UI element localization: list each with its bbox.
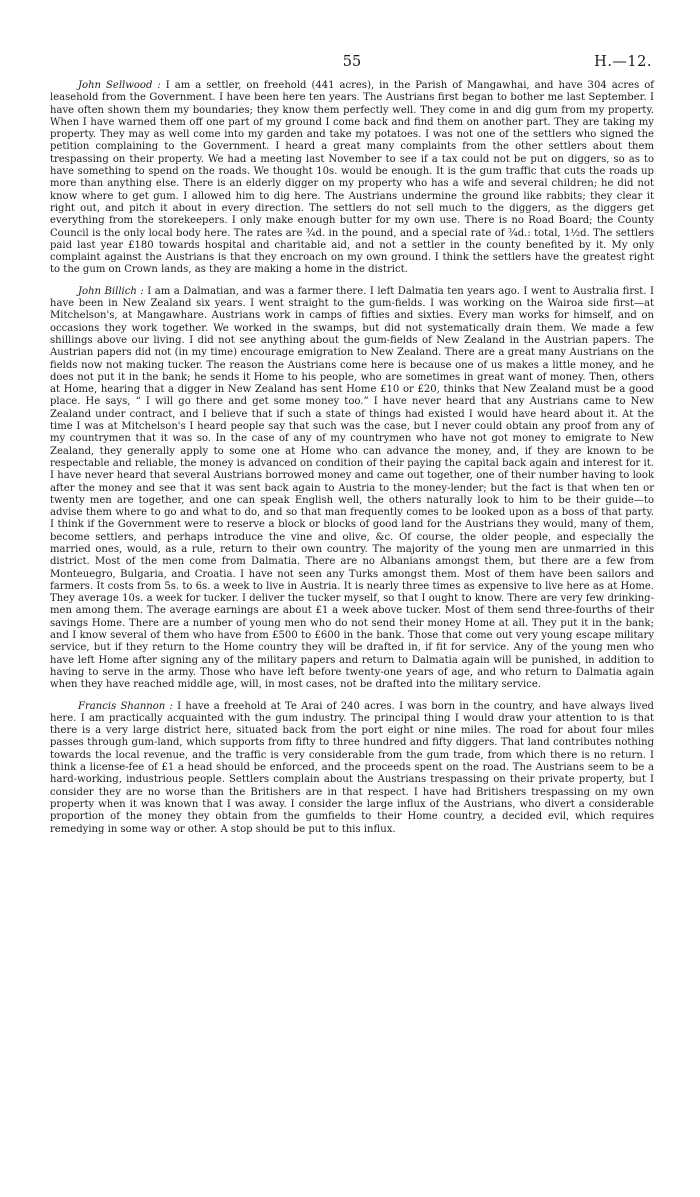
page-header bbox=[50, 54, 654, 80]
testimony-sellwood bbox=[50, 80, 654, 277]
document-reference: H.—12. bbox=[594, 54, 652, 70]
page-number: 55 bbox=[342, 54, 362, 70]
testimony-text: I am a settler, on freehold (441 acres), in the Parish of Mangawhai, and have 304 acres of leasehold from the Government. I have been here ten years. The Austrians first began to bother me last September. I have often shown them my boundaries; they know them perfectly well. They come in and dig gum from my property. When I have warned them off one part of my ground I come back and find them on another part. They are taking my property. They may as well come into my garden and take my potatoes. I was not one of the settlers who signed the petition complaining to the Government. I heard a great many complaints from the other settlers about them trespassing on their property. We had a meeting last November to see if a tax could not be put on diggers, so as to have something to spend on the roads. We thought 10s. would be enough. It is the gum traffic that cuts the roads up more than anything else. There is an elderly digger on my property who has a wife and several children; he did not know where to get gum. I allowed him to dig here. The Austrians undermine the ground like rabbits; they clear it right out, and pitch it about in every direction. The settlers do not sell much to the diggers, as the diggers get everything from the storekeepers. I only make enough butter for my own use. There is no Road Board; the County Council is the only local body here. The rates are ¾d. in the pound, and a special rate of ¾d.: total, 1½d. The settlers paid last year £180 towards hospital and charitable aid, and not a settler in the county benefited by it. My only complaint against the Austrians is that they encroach on my own ground. I think the settlers have the greatest right to the gum on Crown lands, as they are making a home in the district. bbox=[50, 80, 654, 276]
testimony-shannon bbox=[50, 701, 654, 836]
document-page bbox=[50, 54, 654, 836]
testimony-text: I am a Dalmatian, and was a farmer there. I left Dalmatia ten years ago. I went to Australia first. I have been in New Zealand six years. I went straight to the gum-fields. I was working on the Wairoa side first—at Mitchelson's, at Mangawhare. Austrians work in camps of fifties and sixties. Every man works for himself, and on occasions they work together. We worked in the swamps, but did not systematically drain them. We made a few shillings above our living. I did not see anything about the gum-fields of New Zealand in the Austrian papers. The Austrian papers did not (in my time) encourage emigration to New Zealand. There are a great many Austrians on the fields now not making tucker. The reason the Austrians come here is because one of us makes a little money, and he does not put it in the bank; he sends it Home to his people, who are sometimes in great want of money. Then, others at Home, hearing that a digger in New Zealand has sent Home £10 or £20, thinks that New Zealand must be a good place. He says, “ I will go there and get some money too.” I have never heard that any Austrians came to New Zealand under contract, and I believe that if such a state of things had existed I would have heard about it. At the time I was at Mitchelson's I heard people say that such was the case, but I never could obtain any proof from any of my countrymen that it was so. In the case of any of my countrymen who have not got money to emigrate to New Zealand, they generally apply to some one at Home who can advance the money, and, if they are known to be respectable and reliable, the money is advanced on condition of their paying the capital back again and interest for it. I have never heard that several Austrians borrowed money and came out together, one of their number having to look after the money and see that it was sent back again to Austria to the money-lender; but the fact is that when ten or twenty men are together, and one can speak English well, the others naturally look to him to be their guide—to advise them where to go and what to do, and so that man frequently comes to be looked upon as a boss of that party. I think if the Government were to reserve a block or blocks of good land for the Austrians they would, many of them, become settlers, and perhaps introduce the vine and olive, &c. Of course, the older people, and especially the married ones, would, as a rule, return to their own country. The majority of the young men are unmarried in this district. Most of the men come from Dalmatia. There are no Albanians amongst them, but there are a few from Monteuegro, Bulgaria, and Croatia. I have not seen any Turks amongst them. Most of them have been sailors and farmers. It costs from 5s. to 6s. a week to live in Austria. It is nearly three times as expensive to live here as at Home. They average 10s. a week for tucker. I deliver the tucker myself, so that I ought to know. There are very few drinking-men among them. The average earnings are about £1 a week above tucker. Most of them send three-fourths of their savings Home. There are a number of young men who do not send their money Home at all. They put it in the bank; and I know several of them who have from £500 to £600 in the bank. Those that come out very young escape military service, but if they return to the Home country they will be drafted in, if fit for service. Any of the young men who have left Home after signing any of the military papers and return to Dalmatia again will be punished, in addition to having to serve in the army. Those who have left before twenty-one years of age, and who return to Dalmatia again when they have reached middle age, will, in most cases, not be drafted into the military service. bbox=[50, 285, 654, 691]
testimony-billich bbox=[50, 286, 654, 692]
testimony-text: I have a freehold at Te Arai of 240 acres. I was born in the country, and have always lived here. I am practically acquainted with the gum industry. The principal thing I would draw your attention to is that there is a very large district here, situated back from the port eight or nine miles. The road for about four miles passes through gum-land, which supports from fifty to three hundred and fifty diggers. That land contributes nothing towards the local revenue, and the traffic is very considerable from the gum trade, from which there is no return. I think a license-fee of £1 a head should be enforced, and the proceeds spent on the road. The Austrians seem to be a hard-working, industrious people. Settlers complain about the Austrians trespassing on their private property, but I consider they are no worse than the Britishers are in that respect. I have had Britishers trespassing on my own property when it was known that I was away. I consider the large influx of the Austrians, who divert a considerable proportion of the money they obtain from the gumfields to their Home country, a decided evil, which requires remedying in some way or other. A stop should be put to this influx. bbox=[50, 700, 654, 835]
speaker-name: Francis Shannon : bbox=[78, 700, 173, 712]
speaker-name: John Sellwood : bbox=[78, 80, 161, 91]
speaker-name: John Billich : bbox=[78, 285, 144, 297]
